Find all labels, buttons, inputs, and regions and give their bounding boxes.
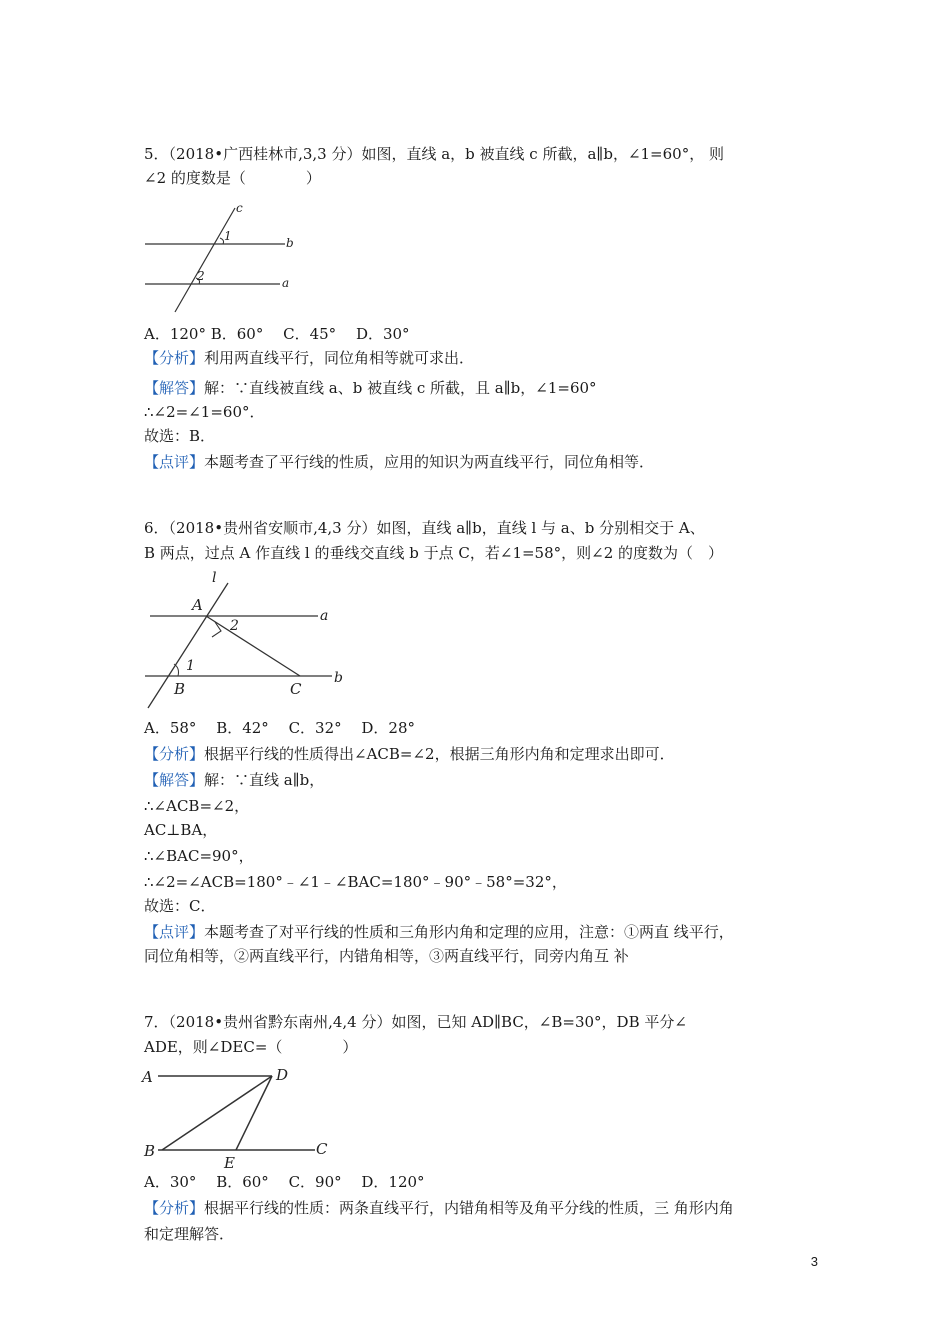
- q6-label-l: l: [212, 570, 217, 586]
- q7-label-A: A: [142, 1068, 153, 1086]
- q6-label-2: 2: [230, 618, 239, 634]
- q6-label-a: a: [320, 608, 329, 624]
- page-number: 3: [810, 1254, 818, 1269]
- q5-stem-line1: 5．（2018•广西桂林市,3,3 分）如图，直线 a，b 被直线 c 所截，a∥b，∠1=60°， 则: [144, 145, 724, 163]
- q5-label-1: 1: [224, 229, 232, 243]
- q5-comment: 【点评】本题考查了平行线的性质，应用的知识为两直线平行，同位角相等．: [144, 453, 655, 471]
- q6-options: A．58° B．42° C．32° D．28°: [144, 719, 416, 737]
- answer-tag: 【解答】: [144, 379, 205, 397]
- q5-label-2: 2: [197, 269, 205, 283]
- q6-stem-line1: 6．（2018•贵州省安顺市,4,3 分）如图，直线 a∥b，直线 l 与 a、b 分别相交于 A、: [144, 519, 705, 537]
- analysis-tag: 【分析】: [144, 349, 205, 367]
- q6-label-1: 1: [186, 658, 195, 674]
- q7-options: A．30° B．60° C．90° D．120°: [144, 1173, 425, 1191]
- analysis-tag: 【分析】: [144, 1199, 205, 1217]
- q6-analysis: 【分析】根据平行线的性质得出∠ACB=∠2，根据三角形内角和定理求出即可．: [144, 745, 675, 763]
- q7-analysis-line2: 和定理解答．: [144, 1225, 235, 1243]
- q5-label-a: a: [282, 276, 290, 290]
- q5-label-c: c: [236, 201, 243, 215]
- q6-label-A: A: [192, 596, 203, 614]
- q7-stem-line1: 7．（2018•贵州省黔东南州,4,4 分）如图，已知 AD∥BC，∠B=30°，DB 平分∠: [144, 1013, 687, 1031]
- q6-label-C: C: [290, 680, 302, 698]
- q5-figure: [140, 200, 310, 320]
- q6-answer-line4: ∴∠BAC=90°，: [144, 847, 254, 865]
- q6-comment: 【点评】本题考查了对平行线的性质和三角形内角和定理的应用，注意：①两直 线平行，: [144, 923, 734, 941]
- q6-comment-line2: 同位角相等，②两直线平行，内错角相等，③两直线平行，同旁内角互 补: [144, 947, 629, 965]
- q7-stem-line2: ADE，则∠DEC=（ ）: [144, 1038, 358, 1056]
- q7-label-C: C: [316, 1140, 328, 1158]
- q6-answer-line2: ∴∠ACB=∠2，: [144, 797, 250, 815]
- analysis-tag: 【分析】: [144, 745, 205, 763]
- comment-tag: 【点评】: [144, 923, 205, 941]
- q6-choice: 故选：C．: [144, 897, 216, 915]
- q6-figure: [140, 568, 360, 708]
- comment-tag: 【点评】: [144, 453, 205, 471]
- q7-figure: [140, 1062, 340, 1172]
- q5-label-b: b: [286, 236, 294, 250]
- q6-answer-line3: AC⊥BA，: [144, 821, 218, 839]
- q6-label-b: b: [334, 670, 343, 686]
- q7-label-B: B: [144, 1142, 156, 1160]
- q7-label-D: D: [276, 1066, 289, 1084]
- q6-answer: 【解答】解：∵直线 a∥b，: [144, 771, 325, 789]
- q5-analysis: 【分析】利用两直线平行，同位角相等就可求出．: [144, 349, 475, 367]
- q7-label-E: E: [224, 1154, 235, 1172]
- q6-answer-line5: ∴∠2=∠ACB=180°﹣∠1﹣∠BAC=180°﹣90°﹣58°=32°，: [144, 873, 567, 891]
- q5-stem-line2: ∠2 的度数是（ ）: [144, 169, 321, 187]
- q5-answer-line2: ∴∠2=∠1=60°．: [144, 403, 265, 421]
- q5-answer: 【解答】解：∵直线被直线 a、b 被直线 c 所截，且 a∥b，∠1=60°: [144, 379, 597, 397]
- q5-options: A．120° B．60° C．45° D．30°: [144, 325, 410, 343]
- q6-stem-line2: B 两点，过点 A 作直线 l 的垂线交直线 b 于点 C，若∠1=58°，则∠2 的度数为（ ）: [144, 544, 724, 562]
- q5-choice: 故选：B．: [144, 427, 216, 445]
- answer-tag: 【解答】: [144, 771, 205, 789]
- q6-label-B: B: [174, 680, 186, 698]
- q7-analysis: 【分析】根据平行线的性质：两条直线平行，内错角相等及角平分线的性质，三 角形内角: [144, 1199, 734, 1217]
